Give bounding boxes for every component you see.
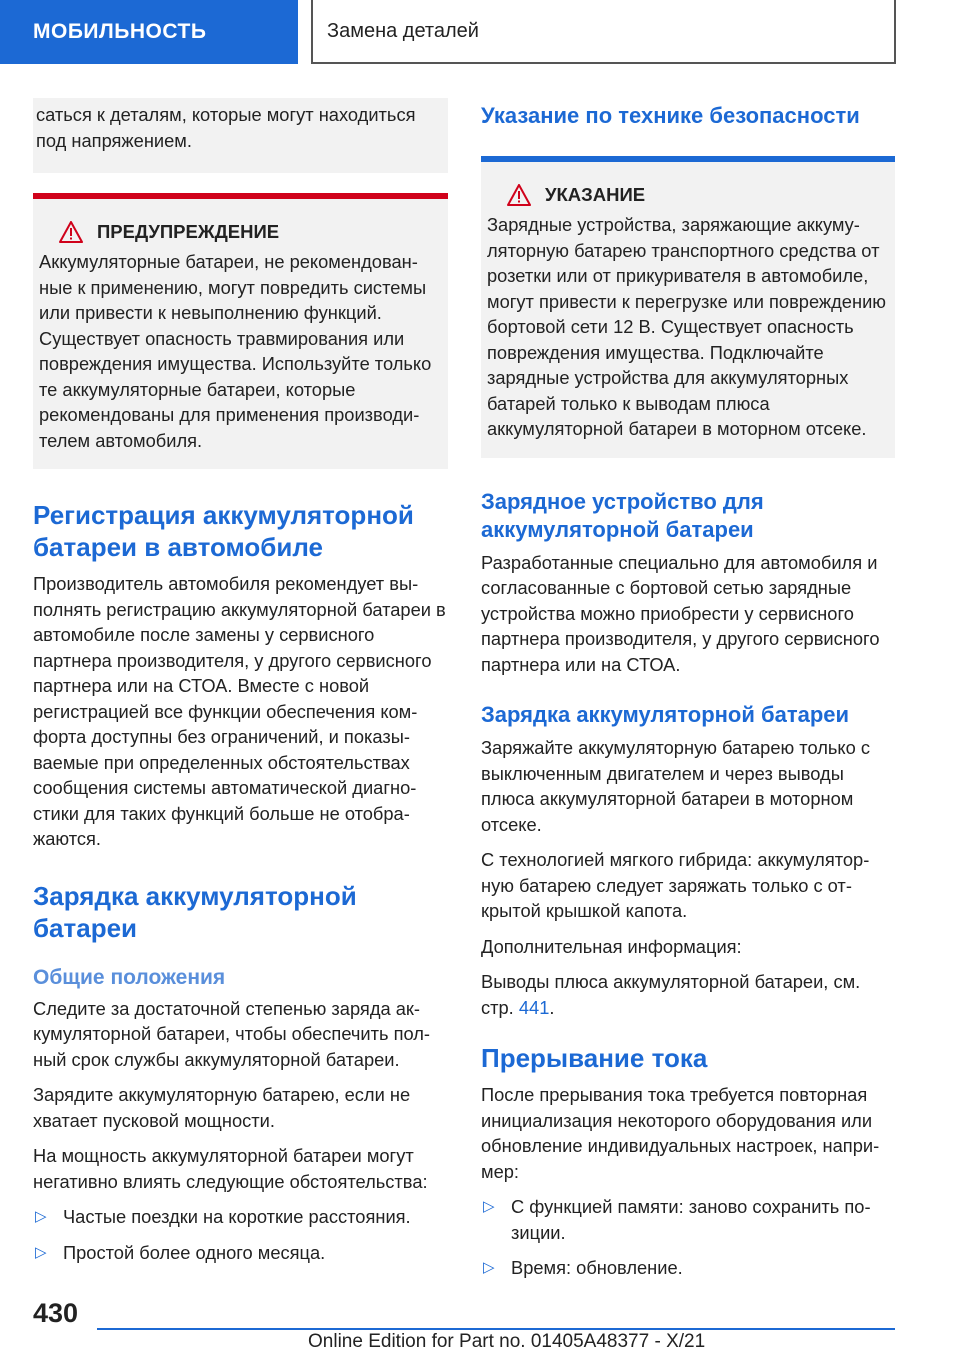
general-paragraph-3: На мощность аккумуляторной батареи могут негативно влиять следующие обстоятельства: [33, 1145, 428, 1192]
registration-heading: Регистрация аккумуляторной батареи в автомобиле [33, 500, 414, 562]
warning-header [33, 221, 448, 243]
interrupt-heading: Прерывание тока [481, 1043, 708, 1073]
triangle-bullet-icon: ▷ [35, 1208, 47, 1225]
triangle-bullet-icon: ▷ [483, 1198, 495, 1215]
reference-suffix: . [549, 996, 555, 1018]
chapter-title: Замена деталей [311, 0, 896, 64]
right-column [481, 102, 895, 1291]
note-text: Зарядные устройства, заряжающие аккумуляторную батарею транспортного средства от розетки или от прикуривателя в автомобиле, могут привести к перегрузке или повреждению бортовой сети 12 В. Существует опасность повреждения имущества. Подключайте зарядные устройства для аккумуляторных батарей только к выводам плюса аккумуляторной батареи в моторном отсеке. [487, 214, 886, 439]
list-item [33, 1240, 448, 1266]
list-item [481, 1255, 895, 1281]
list-item-text: Время: обновление. [511, 1257, 683, 1278]
note-title: УКАЗАНИЕ [545, 184, 646, 205]
note-box [481, 156, 895, 458]
reference-text: Выводы плюса аккумуляторной батареи, см. стр. [481, 971, 861, 1018]
charging-heading: Зарядка аккумуляторной батареи [33, 880, 357, 943]
general-paragraph-2: Зарядите аккумуляторную батарею, если не хватает пусковой мощности. [33, 1084, 411, 1131]
page-reference-link[interactable]: 441 [518, 996, 550, 1018]
warning-box [33, 193, 448, 469]
page-number: 430 [33, 1298, 79, 1328]
charger-text: Разработанные специально для автомобиля и согласованные с бортовой сетью зарядные устройства можно приобрести у сервисного партнера производителя, у другого сервисного партнера или на СТОА. [481, 551, 880, 675]
list-item [481, 1194, 895, 1245]
list-item [33, 1204, 448, 1230]
charging-paragraph-4 [481, 969, 895, 1020]
interrupt-text: После прерывания тока требуется повторная инициализация некоторого оборудования или обновление индивидуальных настроек, например: [481, 1084, 880, 1182]
charging-paragraph-3: Дополнительная информация: [481, 935, 742, 957]
general-heading: Общие положения [33, 965, 226, 989]
registration-text: Производитель автомобиля рекомендует выполнять регистрацию аккумуляторной батареи в автомобиле после замены у сервисного партнера производителя, у другого сервисного партнера или на СТОА. Вместе с новой регистрацией все функции обеспечения комфорта доступны без ограничений, и показываемые при определенных обстоятельствах сообщения системы автоматической диагностики для таких функций больше не отображаются. [33, 573, 446, 849]
charging-battery-heading: Зарядка аккумуляторной батареи [481, 702, 850, 727]
footer-divider [97, 1328, 895, 1330]
list-item-text: Частые поездки на короткие расстояния. [63, 1206, 411, 1227]
charging-paragraph-2: С технологией мягкого гибрида: аккумуляторную батарею следует заряжать только с открытой крышкой капота. [481, 849, 870, 921]
continued-text-box [33, 98, 448, 173]
safety-heading: Указание по технике безопасности [481, 103, 860, 128]
note-header [481, 184, 895, 206]
section-tab[interactable]: МОБИЛЬНОСТЬ [0, 0, 298, 64]
warning-text: Аккумуляторные батареи, не рекомендованные к применению, могут повредить системы или привести к невыполнению функций. Существует опасность травмирования или повреждения имущества. Используйте только те аккумуляторные батареи, которые рекомендованы для применения производителем автомобиля. [39, 251, 432, 451]
warning-title: ПРЕДУПРЕЖДЕНИЕ [97, 221, 280, 242]
list-item-text: Простой более одного месяца. [63, 1241, 326, 1263]
general-paragraph-1: Следите за достаточной степенью заряда аккумуляторной батареи, чтобы обеспечить полный срок службы аккумуляторной батареи. [33, 997, 431, 1070]
triangle-bullet-icon: ▷ [483, 1259, 495, 1276]
charging-paragraph-1: Заряжайте аккумуляторную батарею только с выключенным двигателем и через выводы плюса аккумуляторной батареи в моторном отсеке. [481, 737, 870, 835]
list-item-text: С функцией памяти: заново сохранить позиции. [511, 1196, 871, 1243]
continued-text: саться к деталям, которые могут находиться под напряжением. [36, 104, 416, 151]
charger-heading: Зарядное устройство для аккумуляторной батареи [481, 488, 764, 542]
triangle-bullet-icon: ▷ [35, 1243, 47, 1261]
edition-text: Online Edition for Part no. 01405A48377 - X/21 [308, 1331, 706, 1352]
warning-triangle-icon [59, 221, 83, 243]
warning-triangle-icon [507, 184, 531, 206]
left-column [33, 98, 448, 1275]
